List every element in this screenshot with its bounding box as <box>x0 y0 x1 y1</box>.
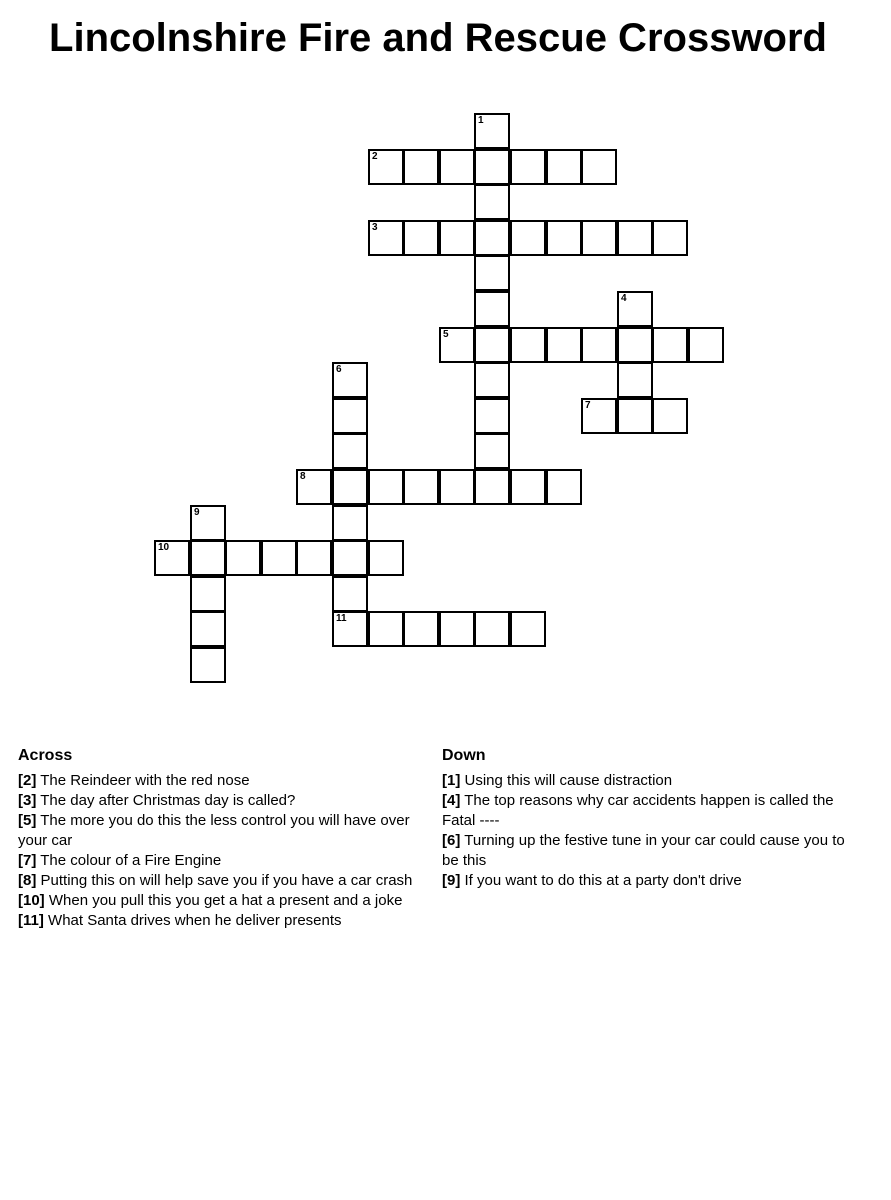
grid-cell[interactable] <box>190 647 226 683</box>
cell-number: 7 <box>585 400 591 411</box>
grid-cell[interactable] <box>617 327 653 363</box>
grid-cell[interactable] <box>439 469 475 505</box>
down-clues <box>442 745 862 891</box>
grid-cell[interactable] <box>190 505 226 541</box>
clue-number: [9] <box>442 872 461 889</box>
clue-text: Putting this on will help save you if you have a car crash <box>40 872 413 889</box>
grid-cell[interactable] <box>439 327 475 363</box>
grid-cell[interactable] <box>332 540 368 576</box>
grid-cell[interactable] <box>510 327 546 363</box>
grid-cell[interactable] <box>439 149 475 185</box>
grid-cell[interactable] <box>546 469 582 505</box>
grid-cell[interactable] <box>332 362 368 398</box>
grid-cell[interactable] <box>474 327 510 363</box>
clue-number: [2] <box>18 772 37 789</box>
grid-cell[interactable] <box>190 540 226 576</box>
grid-cell[interactable] <box>510 469 546 505</box>
cell-number: 2 <box>372 151 378 162</box>
grid-cell[interactable] <box>617 291 653 327</box>
cell-number: 9 <box>194 507 200 518</box>
grid-cell[interactable] <box>296 540 332 576</box>
clue-number: [5] <box>18 812 37 829</box>
grid-cell[interactable] <box>225 540 261 576</box>
grid-cell[interactable] <box>368 220 404 256</box>
grid-cell[interactable] <box>439 220 475 256</box>
grid-cell[interactable] <box>546 327 582 363</box>
grid-cell[interactable] <box>474 255 510 291</box>
grid-cell[interactable] <box>474 291 510 327</box>
down-clue <box>442 831 862 871</box>
across-clue <box>18 791 438 811</box>
grid-cell[interactable] <box>332 398 368 434</box>
clue-text: The Reindeer with the red nose <box>40 772 250 789</box>
grid-cell[interactable] <box>546 220 582 256</box>
grid-cell[interactable] <box>368 149 404 185</box>
grid-cell[interactable] <box>474 362 510 398</box>
grid-cell[interactable] <box>154 540 190 576</box>
grid-cell[interactable] <box>332 469 368 505</box>
grid-cell[interactable] <box>403 611 439 647</box>
grid-cell[interactable] <box>652 398 688 434</box>
across-clues <box>18 745 438 931</box>
clue-text: The top reasons why car accidents happen is called the Fatal ---- <box>442 792 834 829</box>
grid-cell[interactable] <box>190 576 226 612</box>
across-clue <box>18 891 438 911</box>
grid-cell[interactable] <box>581 220 617 256</box>
grid-cell[interactable] <box>332 505 368 541</box>
across-clue <box>18 851 438 871</box>
clue-number: [10] <box>18 892 45 909</box>
grid-cell[interactable] <box>474 113 510 149</box>
grid-cell[interactable] <box>474 398 510 434</box>
grid-cell[interactable] <box>403 220 439 256</box>
grid-cell[interactable] <box>190 611 226 647</box>
clue-number: [7] <box>18 852 37 869</box>
cell-number: 5 <box>443 329 449 340</box>
grid-cell[interactable] <box>403 149 439 185</box>
cell-number: 10 <box>158 542 170 553</box>
across-clue <box>18 871 438 891</box>
across-clue <box>18 771 438 791</box>
cell-number: 11 <box>336 613 347 624</box>
clue-text: What Santa drives when he deliver presents <box>48 912 342 929</box>
clue-number: [4] <box>442 792 461 809</box>
grid-cell[interactable] <box>617 220 653 256</box>
grid-cell[interactable] <box>368 469 404 505</box>
grid-cell[interactable] <box>652 327 688 363</box>
clue-text: Turning up the festive tune in your car could cause you to be this <box>442 832 845 869</box>
cell-number: 8 <box>300 471 306 482</box>
cell-number: 4 <box>621 293 627 304</box>
grid-cell[interactable] <box>474 469 510 505</box>
down-clue <box>442 871 862 891</box>
clue-number: [8] <box>18 872 37 889</box>
down-clue <box>442 791 862 831</box>
grid-cell[interactable] <box>581 398 617 434</box>
clue-text: The more you do this the less control you will have over your car <box>18 812 410 849</box>
across-clue <box>18 811 438 851</box>
down-heading: Down <box>442 747 486 764</box>
across-heading: Across <box>18 747 73 764</box>
grid-cell[interactable] <box>439 611 475 647</box>
grid-cell[interactable] <box>403 469 439 505</box>
clue-text: The colour of a Fire Engine <box>40 852 222 869</box>
grid-cell[interactable] <box>296 469 332 505</box>
grid-cell[interactable] <box>474 149 510 185</box>
grid-cell[interactable] <box>474 611 510 647</box>
grid-cell[interactable] <box>474 433 510 469</box>
grid-cell[interactable] <box>368 611 404 647</box>
grid-cell[interactable] <box>617 398 653 434</box>
grid-cell[interactable] <box>546 149 582 185</box>
clue-text: If you want to do this at a party don't drive <box>464 872 742 889</box>
grid-cell[interactable] <box>368 540 404 576</box>
grid-cell[interactable] <box>688 327 724 363</box>
grid-cell[interactable] <box>261 540 297 576</box>
down-clue <box>442 771 862 791</box>
cell-number: 6 <box>336 364 342 375</box>
grid-cell[interactable] <box>581 149 617 185</box>
grid-cell[interactable] <box>332 611 368 647</box>
grid-cell[interactable] <box>510 220 546 256</box>
clue-number: [1] <box>442 772 461 789</box>
clue-number: [3] <box>18 792 37 809</box>
grid-cell[interactable] <box>332 576 368 612</box>
grid-cell[interactable] <box>510 611 546 647</box>
across-clue <box>18 911 438 931</box>
grid-cell[interactable] <box>581 327 617 363</box>
page-title: Lincolnshire Fire and Rescue Crossword <box>49 16 827 60</box>
grid-cell[interactable] <box>510 149 546 185</box>
clue-number: [11] <box>18 912 44 929</box>
grid-cell[interactable] <box>617 362 653 398</box>
grid-cell[interactable] <box>652 220 688 256</box>
cell-number: 3 <box>372 222 378 233</box>
grid-cell[interactable] <box>474 184 510 220</box>
grid-cell[interactable] <box>332 433 368 469</box>
clue-text: Using this will cause distraction <box>464 772 673 789</box>
clue-text: The day after Christmas day is called? <box>40 792 296 809</box>
cell-number: 1 <box>478 115 484 126</box>
clue-number: [6] <box>442 832 461 849</box>
grid-cell[interactable] <box>474 220 510 256</box>
clue-text: When you pull this you get a hat a present and a joke <box>48 892 403 909</box>
